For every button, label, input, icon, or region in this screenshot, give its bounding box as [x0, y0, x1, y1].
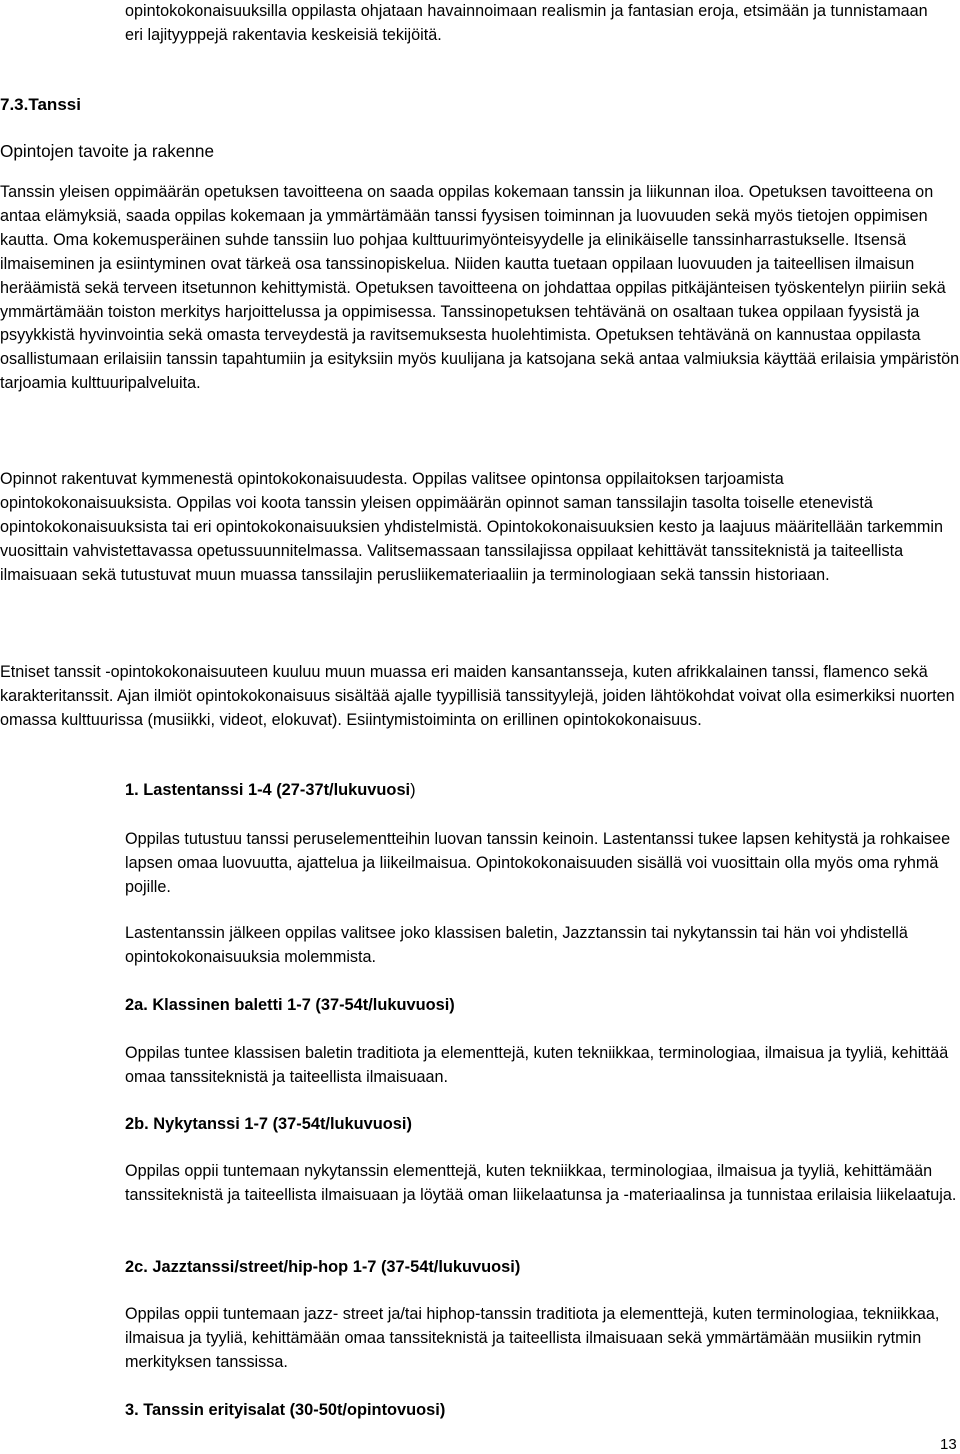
level-paragraph: Oppilas tutustuu tanssi peruselementteihin luovan tanssin keinoin. Lastentanssi tukee lapsen kehitystä ja rohkaisee lapsen omaa luovuutta, ajattelua ja liikeilmaisua. Opintokokonaisuuden sisällä voi vuosittain olla myös oma ryhmä pojille.: [125, 830, 951, 896]
level-title-klassinen-baletti: 2a. Klassinen baletti 1-7 (37-54t/lukuvuosi): [125, 996, 455, 1014]
section-heading: 7.3.Tanssi: [0, 95, 81, 114]
level-paragraph: Oppilas tuntee klassisen baletin traditiota ja elementtejä, kuten tekniikkaa, terminologiaa, ilmaisua ja tyyliä, kehittää omaa tanssiteknistä ja taiteellista ilmaisuaan.: [125, 1044, 949, 1086]
level-paragraph: Lastentanssin jälkeen oppilas valitsee joko klassisen baletin, Jazztanssin tai nykytanssin tai hän voi yhdistellä opintokokonaisuuksia molemmista.: [125, 924, 908, 966]
ethnic-dance-paragraph: Etniset tanssit -opintokokonaisuuteen kuuluu muun muassa eri maiden kansantansseja, kuten afrikkalainen tanssi, flamenco sekä karakteritanssit. Ajan ilmiöt opintokokonaisuus sisältää ajalle tyypillisiä tanssityylejä, joiden lähtökohdat voivat olla esimerkiksi nuorten omassa kulttuurissa (musiikki, videot, elokuvat). Esiintymistoiminta on erillinen opintokokonaisuus.: [0, 663, 955, 729]
level-title-erityisalat: 3. Tanssin erityisalat (30-50t/opintovuosi): [125, 1401, 446, 1419]
intro-paragraph: Tanssin yleisen oppimäärän opetuksen tavoitteena on saada oppilas kokemaan tanssin ja liikunnan iloa. Opetuksen tavoitteena on antaa elämyksiä, saada oppilas kokemaan ja ymmärtämään tanssi fyysisen toiminnan ja luovuuden sekä myös tietojen oppimisen kautta. Oma kokemusperäinen suhde tanssiin luo pohjaa kulttuurimyönteisyydelle ja elinikäiselle tanssinharrastukselle. Itsensä ilmaiseminen ja esiintyminen ovat tärkeä osa tanssinopiskelua. Niiden kautta tuetaan oppilaan luovuuden ja taiteellisen ilmaisun heräämistä sekä terveen itsetunnon kehittymistä. Opetuksen tavoitteena on johdattaa oppilas pitkäjänteisen työskentelyn piiriin sekä ymmärtämään toiston merkitys harjoittelussa ja oppimisessa. Tanssinopetuksen tehtävänä on osaltaan tukea oppilaan fyysistä ja psyykkistä hyvinvointia sekä omasta terveydestä ja ravitsemuksesta huolehtimista. Opetuksen tehtävänä on kannustaa oppilasta osallistumaan erilaisiin tanssin tapahtumiin ja esityksiin myös kuulijana ja katsojana sekä antaa valmiuksia käyttää erilaisia ympäristön tarjoamia kulttuuripalveluita.: [0, 183, 960, 393]
level-title-text: 1. Lastentanssi 1-4 (27-37t/lukuvuosi: [125, 781, 411, 799]
continuation-paragraph: opintokokonaisuuksilla oppilasta ohjataan havainnoimaan realismin ja fantasian eroja, etsimään ja tunnistamaan eri lajityyppejä rakentavia keskeisiä tekijöitä.: [125, 2, 928, 44]
level-paragraph: Oppilas oppii tuntemaan nykytanssin elementtejä, kuten tekniikkaa, terminologiaa, ilmaisua ja tyyliä, kehittämään tanssiteknistä ja taiteellista ilmaisuaan ja löytää oman liikelaatunsa ja -materiaalinsa ja tunnistaa erilaisia liikelaatuja.: [125, 1162, 957, 1204]
level-title-suffix: ): [410, 781, 416, 799]
subheading: Opintojen tavoite ja rakenne: [0, 141, 215, 161]
level-title-nykytanssi: 2b. Nykytanssi 1-7 (37-54t/lukuvuosi): [125, 1115, 412, 1133]
level-paragraph: Oppilas oppii tuntemaan jazz- street ja/tai hiphop-tanssin traditiota ja elementtejä, kuten terminologiaa, tekniikkaa, ilmaisua ja tyyliä, kehittämään omaa tanssiteknistä ja taiteellista ilmaisuaan sekä ymmärtämään musiikin rytmin merkityksen tanssissa.: [125, 1305, 940, 1371]
level-title-lastentanssi: [125, 779, 416, 803]
level-title-jazztanssi: 2c. Jazztanssi/street/hip-hop 1-7 (37-54t/lukuvuosi): [125, 1258, 521, 1276]
page-number: 13: [940, 1436, 957, 1453]
structure-paragraph: Opinnot rakentuvat kymmenestä opintokokonaisuudesta. Oppilas valitsee opintonsa oppilaitoksen tarjoamista opintokokonaisuuksista. Oppilas voi koota tanssin yleisen oppimäärän opinnot saman tanssilajin tasolta toiselle etenevistä opintokokonaisuuksista tai eri opintokokonaisuuksien yhdistelmistä. Opintokokonaisuuksien kesto ja laajuus määritellään tarkemmin vuosittain vahvistettavassa opetussuunnitelmassa. Valitsemassaan tanssilajissa oppilaat kehittävät tanssiteknistä ja taiteellista ilmaisuaan sekä tutustuvat muun muassa tanssilajin perusliikemateriaaliin ja terminologiaan sekä tanssin historiaan.: [0, 470, 943, 584]
